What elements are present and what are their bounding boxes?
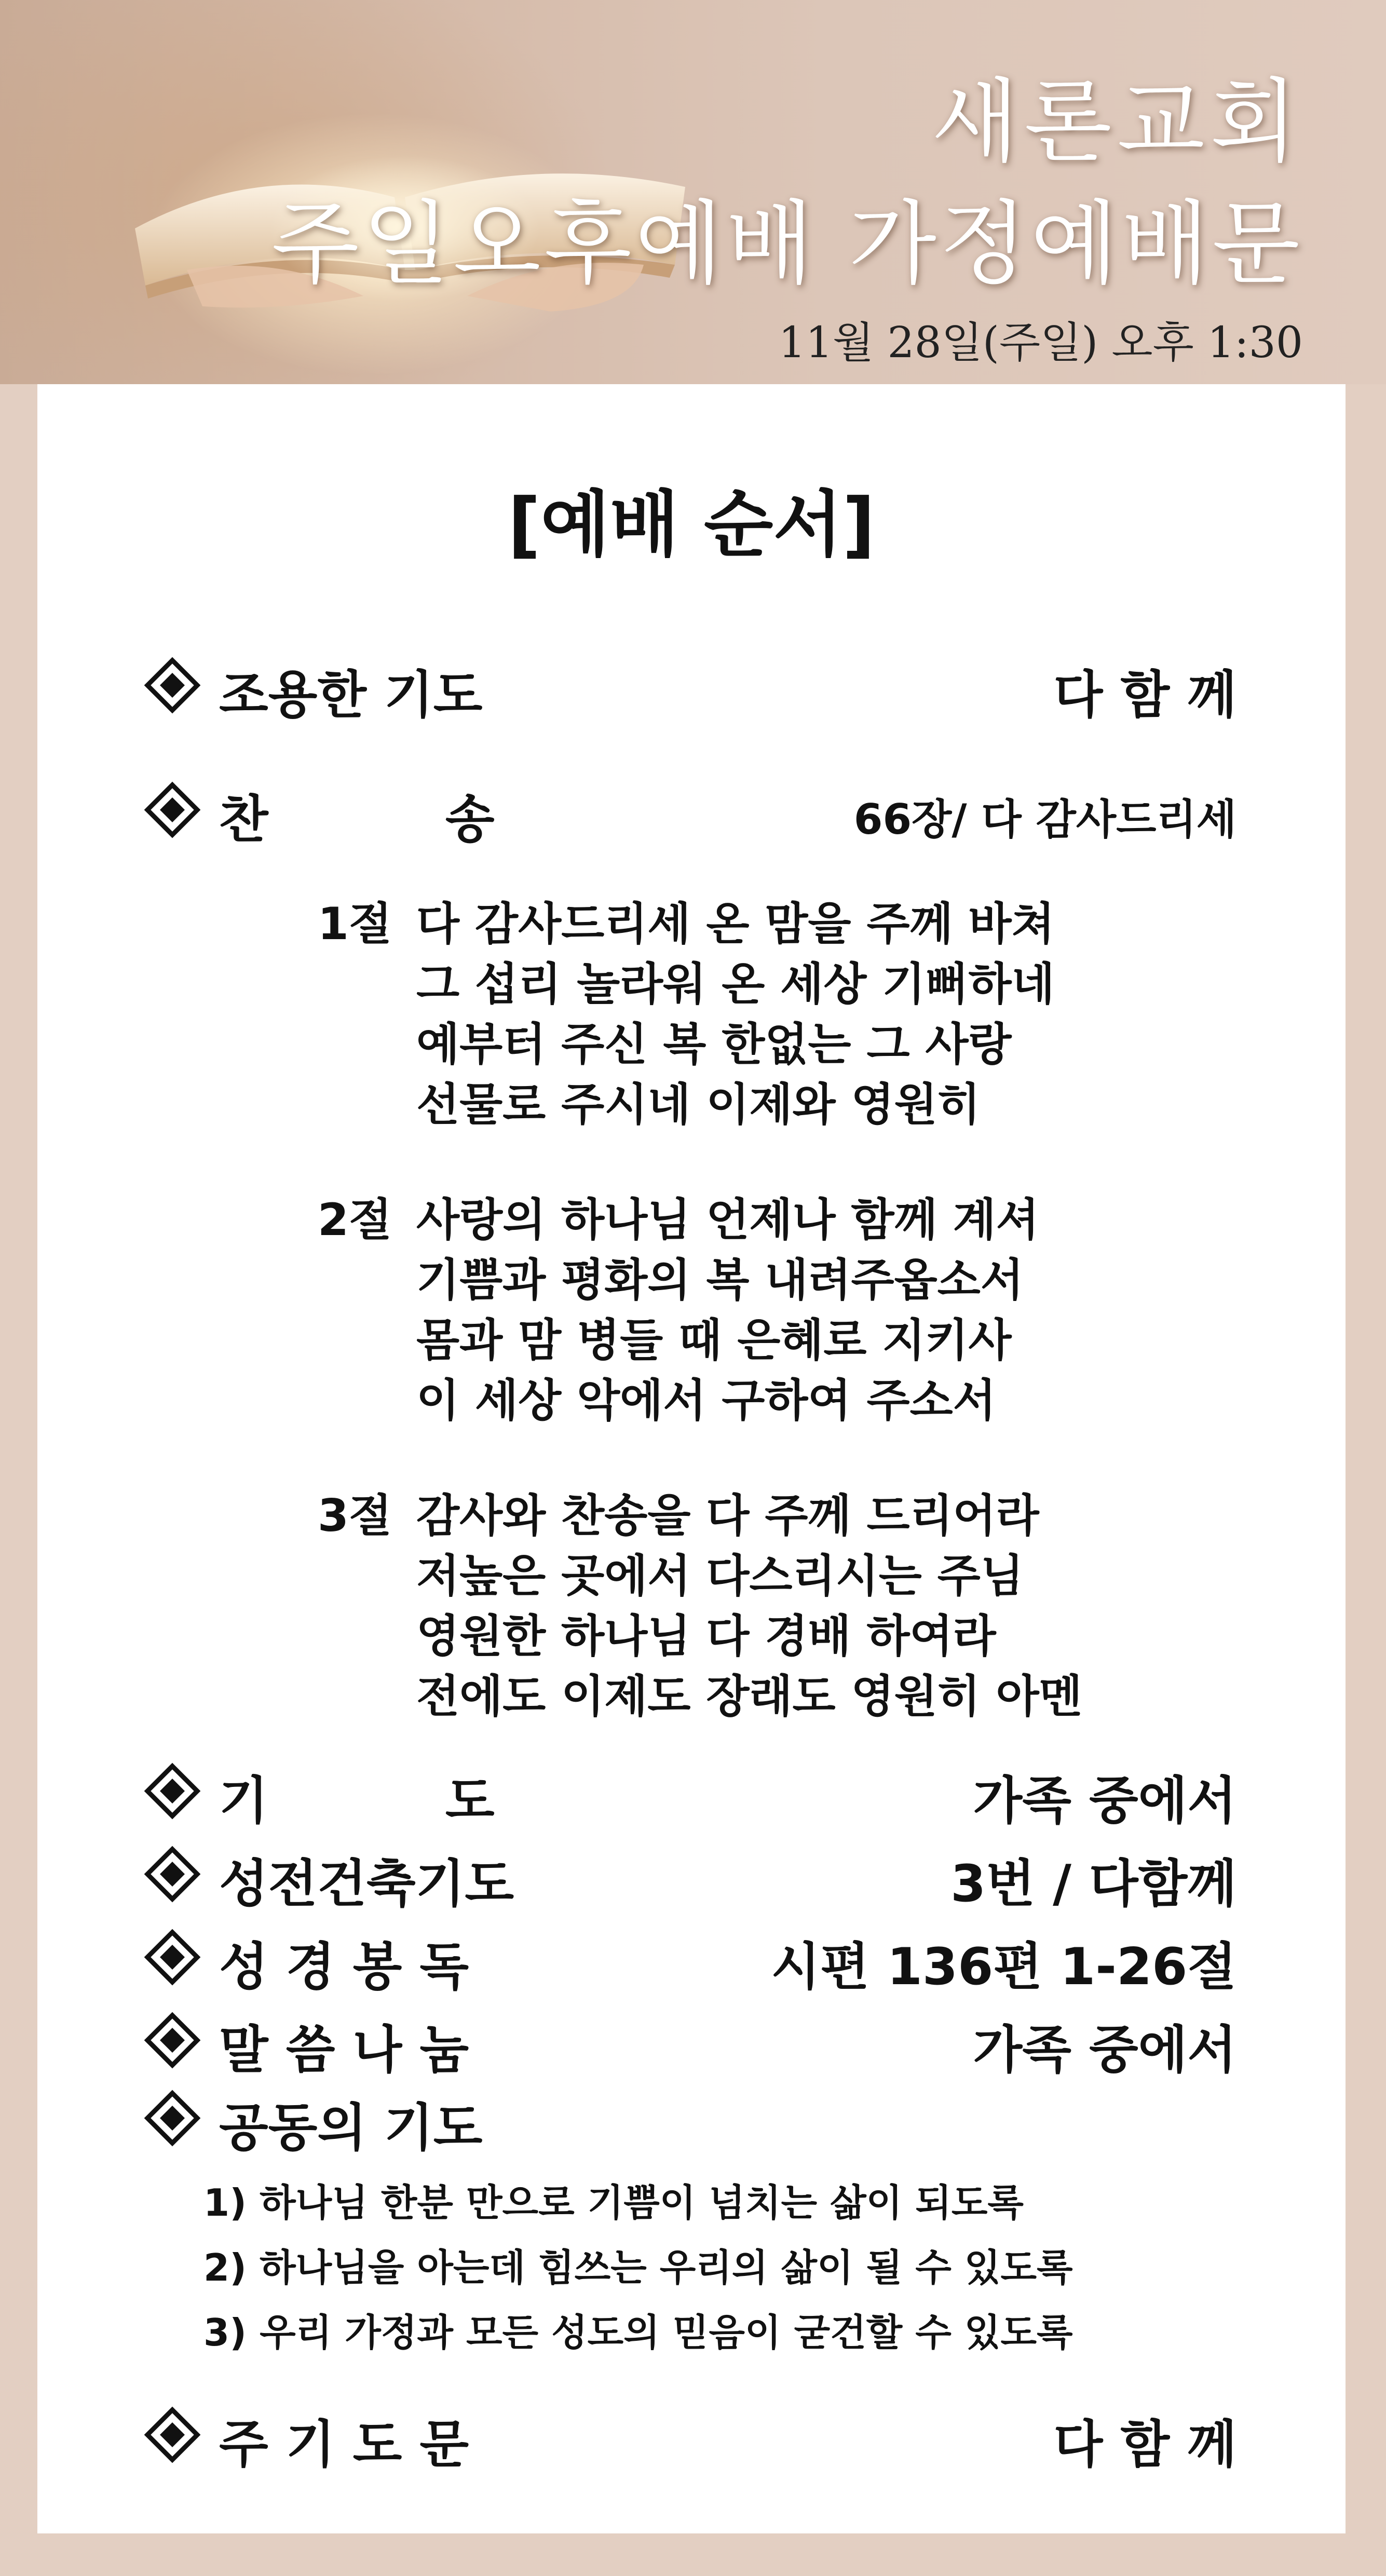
item-hymn [141, 774, 1236, 849]
verse-line: 이 세상 악에서 구하여 주소서 [416, 1375, 996, 1427]
item-scripture [141, 1921, 1236, 1997]
item-label: 기 도 [219, 1771, 495, 1831]
verse-line: 그 섭리 놀라워 온 세상 기뻐하네 [416, 958, 1055, 1010]
diamond-bullet-icon [141, 2082, 203, 2154]
diamond-bullet-icon [141, 774, 203, 846]
verse-line: 저높은 곳에서 다스리시는 주님 [416, 1550, 1024, 1602]
item-lords-prayer [141, 2398, 1236, 2474]
item-value: 66장/ 다 감사드리세 [853, 795, 1236, 844]
verse-line: 전에도 이제도 장래도 영원히 아멘 [416, 1671, 1082, 1723]
verse-number: 2절 [318, 1194, 392, 1246]
item-value: 가족 중에서 [973, 2021, 1236, 2080]
verse-line: 선물로 주시네 이제와 영원히 [416, 1079, 981, 1131]
verse-line: 영원한 하나님 다 경배 하여라 [416, 1610, 996, 1662]
item-common-prayer [141, 2082, 1236, 2158]
item-label: 찬 송 [219, 790, 495, 849]
item-value: 다 함 께 [1053, 2415, 1236, 2474]
item-sermon [141, 2004, 1236, 2080]
verse-line: 몸과 맘 병들 때 은혜로 지키사 [416, 1314, 1012, 1366]
diamond-bullet-icon [141, 2004, 203, 2077]
common-prayer-1: 1) 하나님 한분 만으로 기쁨이 넘치는 삶이 되도록 [203, 2181, 1024, 2225]
header-banner [0, 0, 1386, 384]
item-label: 공동의 기도 [219, 2098, 483, 2158]
item-building-prayer [141, 1838, 1236, 1914]
service-datetime: 11월 28일(주일) 오후 1:30 [778, 318, 1303, 368]
common-prayer-2: 2) 하나님을 아는데 힘쓰는 우리의 삶이 될 수 있도록 [203, 2246, 1073, 2289]
verse-line: 사랑의 하나님 언제나 함께 계셔 [416, 1194, 1039, 1246]
order-title: [예배 순서] [508, 483, 875, 566]
diamond-bullet-icon [141, 1838, 203, 1910]
verse-line: 다 감사드리세 온 맘을 주께 바쳐 [416, 898, 1055, 950]
item-value: 가족 중에서 [973, 1771, 1236, 1831]
church-name: 새론교회 [931, 70, 1303, 175]
item-label: 성 경 봉 독 [219, 1937, 469, 1997]
item-silent-prayer [141, 649, 1236, 725]
verse-line: 감사와 찬송을 다 주께 드리어라 [416, 1490, 1039, 1542]
diamond-bullet-icon [141, 2398, 203, 2471]
diamond-bullet-icon [141, 1755, 203, 1827]
item-value: 다 함 께 [1053, 666, 1236, 725]
item-label: 주 기 도 문 [219, 2415, 469, 2474]
item-prayer [141, 1755, 1236, 1831]
item-label: 성전건축기도 [219, 1854, 514, 1914]
worship-order-card [37, 384, 1346, 2533]
item-label: 말 씀 나 눔 [219, 2021, 469, 2080]
verse-number: 1절 [318, 898, 392, 950]
item-value: 3번 / 다함께 [950, 1854, 1236, 1914]
verse-line: 예부터 주신 복 한없는 그 사랑 [416, 1019, 1012, 1070]
common-prayer-3: 3) 우리 가정과 모든 성도의 믿음이 굳건할 수 있도록 [203, 2311, 1073, 2354]
item-label: 조용한 기도 [219, 666, 483, 725]
item-value: 시편 136편 1-26절 [771, 1937, 1236, 1997]
diamond-bullet-icon [141, 1921, 203, 1994]
service-title: 주일오후예배 가정예배문 [271, 192, 1303, 297]
diamond-bullet-icon [141, 649, 203, 722]
verse-line: 기쁨과 평화의 복 내려주옵소서 [416, 1254, 1024, 1306]
verse-number: 3절 [318, 1490, 392, 1542]
